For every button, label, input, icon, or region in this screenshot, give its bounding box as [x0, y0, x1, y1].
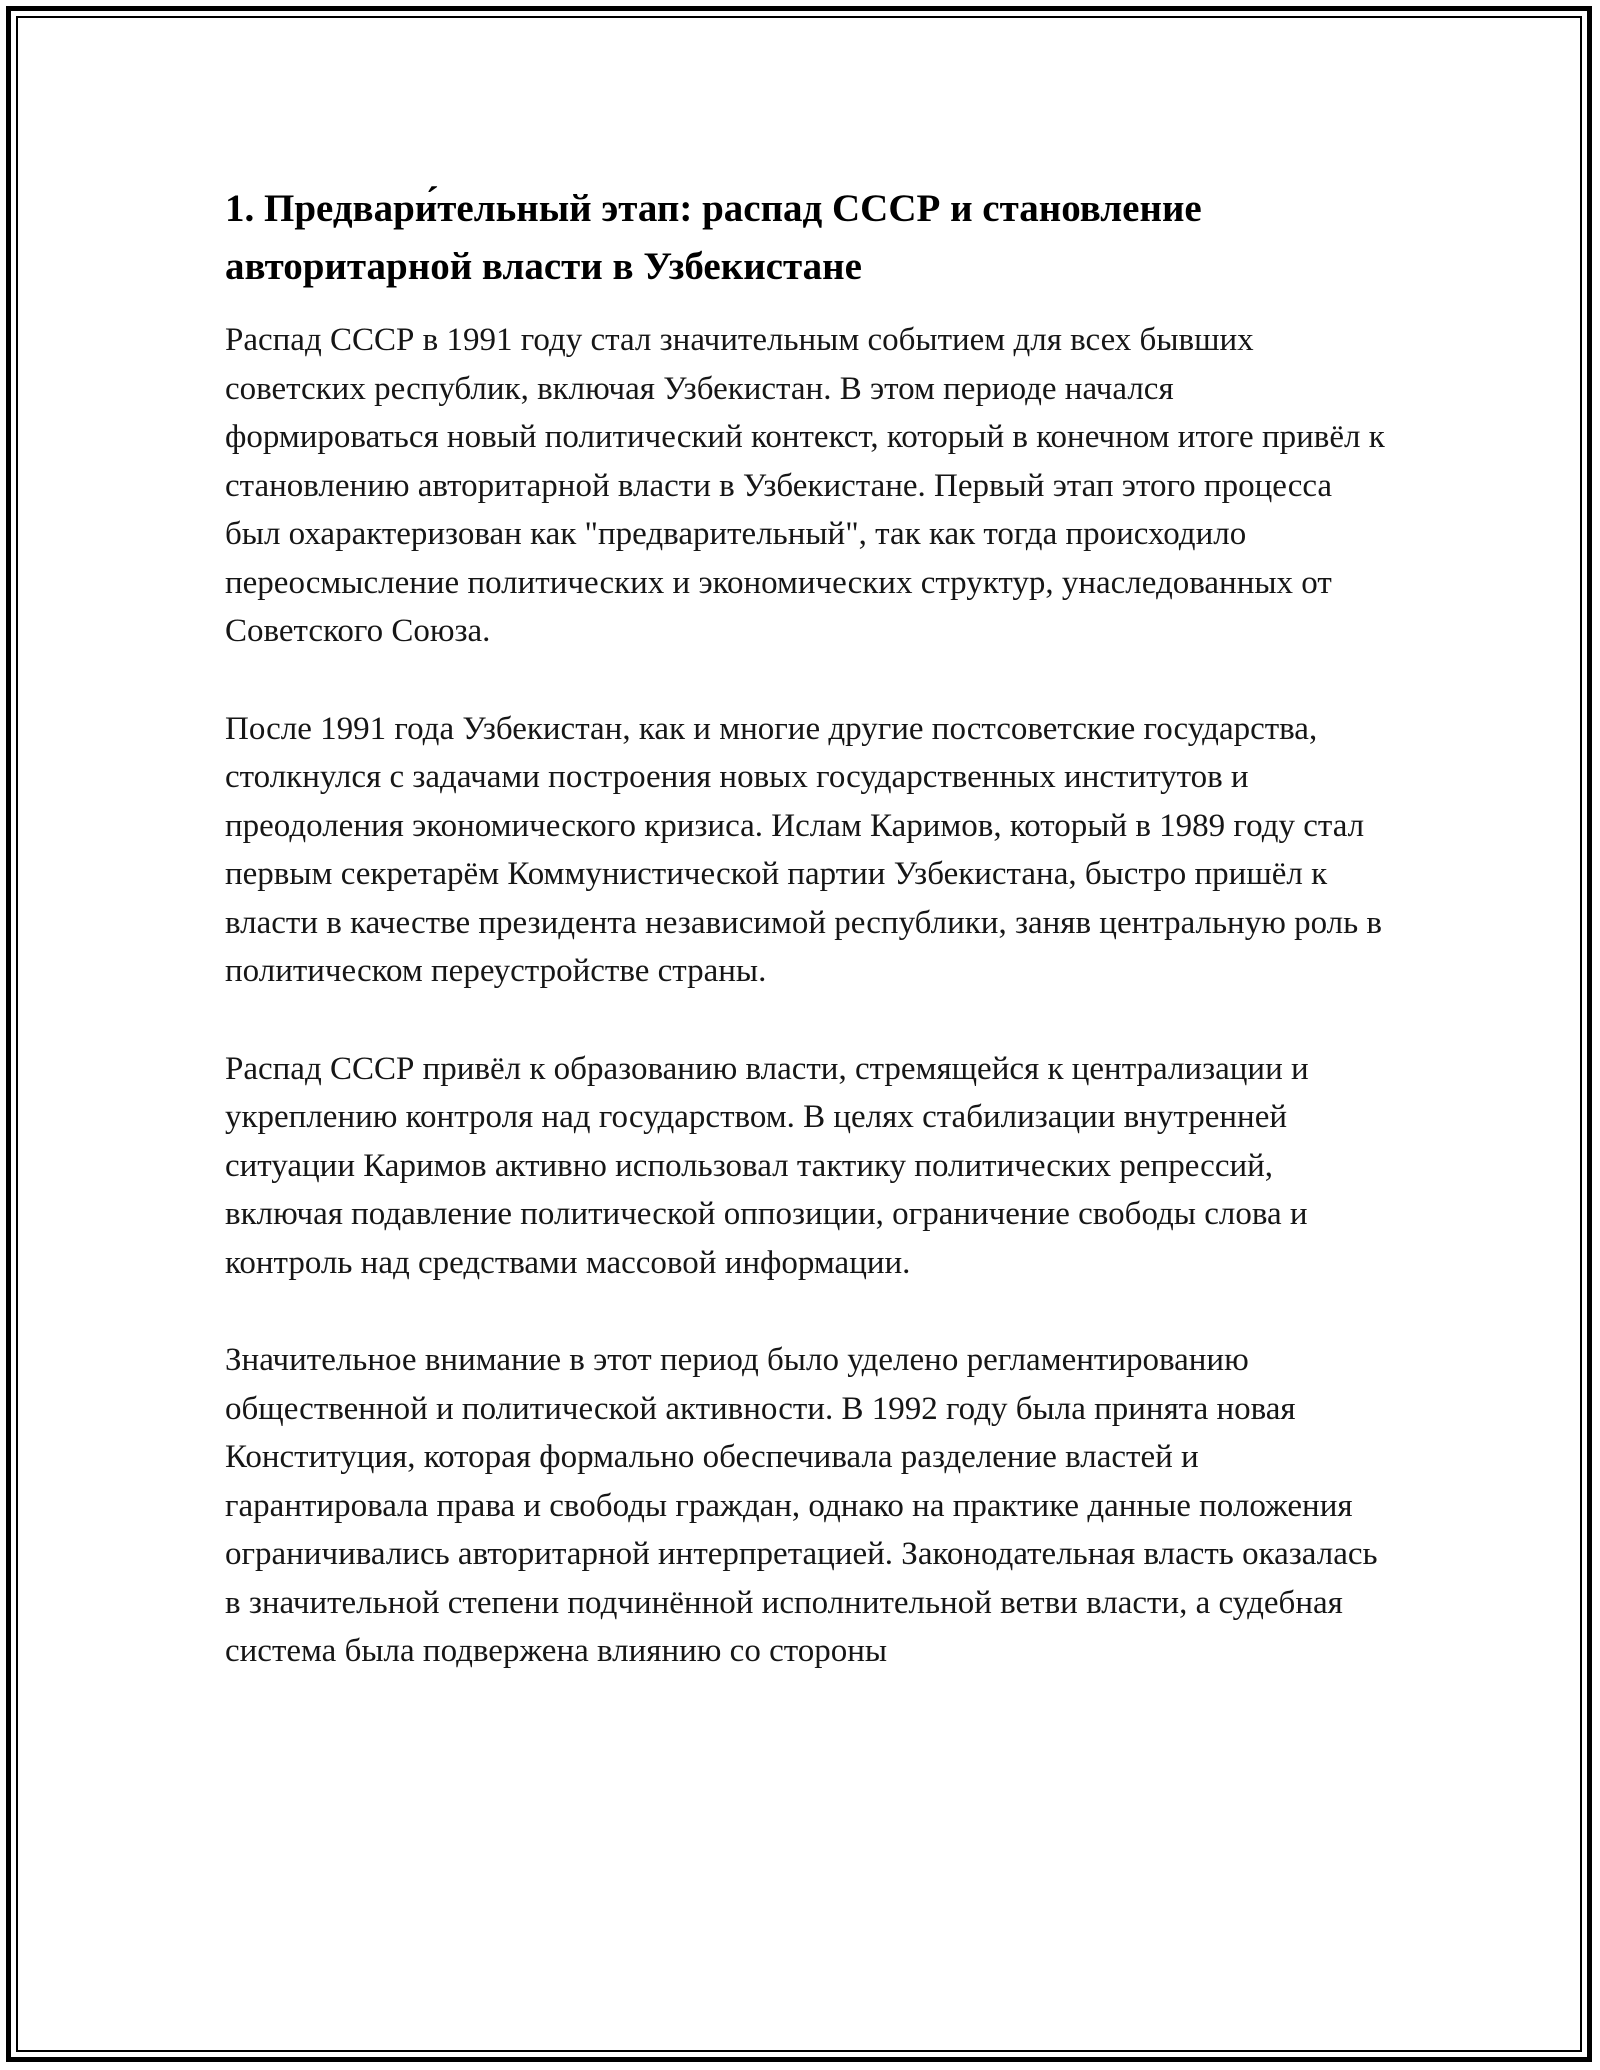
document-body [225, 180, 1385, 1725]
paragraph-1: Распад СССР в 1991 году стал значительным событием для всех бывших советских республик, включая Узбекистан. В этом периоде начался формироваться новый политический контекст, который в конечном итоге привёл к становлению авторитарной власти в Узбекистане. Первый этап этого процесса был охарактеризован как "предварительный", так как тогда происходило переосмысление политических и экономических структур, унаследованных от Советского Союза. [225, 322, 1385, 649]
paragraph-4: Значительное внимание в этот период было уделено регламентированию общественной и политической активности. В 1992 году была принята новая Конституция, которая формально обеспечивала разделение властей и гарантировала права и свободы граждан, однако на практике данные положения ограничивались авторитарной интерпретацией. Законодательная власть оказалась в значительной степени подчинённой исполнительной ветви власти, а судебная система была подвержена влиянию со стороны [225, 1342, 1378, 1669]
paragraph-2: После 1991 года Узбекистан, как и многие другие постсоветские государства, столкнулся с задачами построения новых государственных институтов и преодоления экономического кризиса. Ислам Каримов, который в 1989 году стал первым секретарём Коммунистической партии Узбекистана, быстро пришёл к власти в качестве президента независимой республики, заняв центральную роль в политическом переустройстве страны. [225, 710, 1383, 989]
paragraph-3: Распад СССР привёл к образованию власти, стремящейся к централизации и укреплению контроля над государством. В целях стабилизации внутренней ситуации Каримов активно использовал тактику политических репрессий, включая подавление политической оппозиции, ограничение свободы слова и контроль над средствами массовой информации. [225, 1050, 1309, 1281]
section-heading: 1. Предвари́тельный этап: распад СССР и становление авторитарной власти в Узбекистане [225, 187, 1202, 288]
